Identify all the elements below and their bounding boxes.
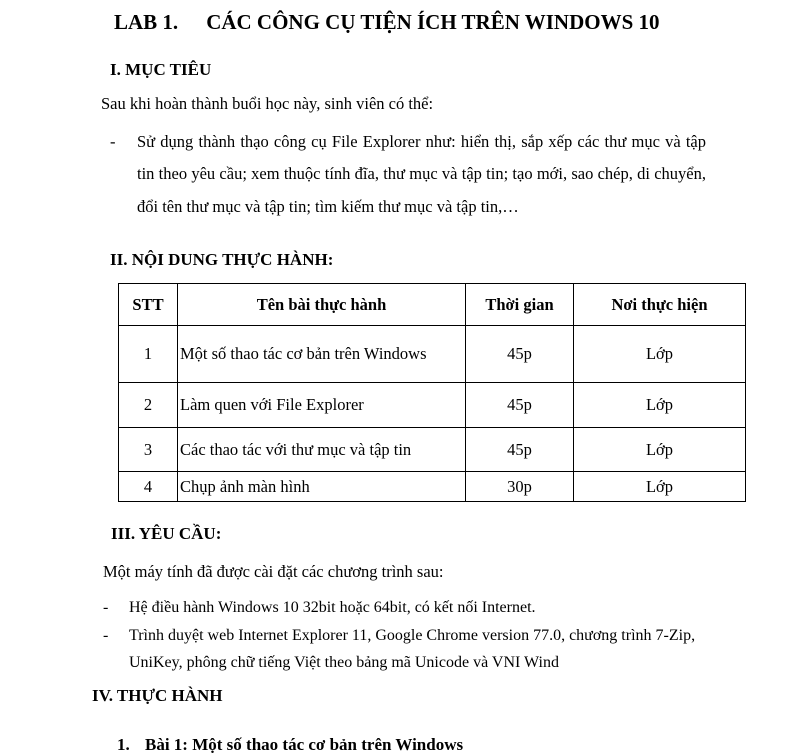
section-heading-thuc-hanh: IV. THỰC HÀNH [92, 686, 223, 705]
thuc-hanh-item-number: 1. [117, 735, 130, 754]
cell-thoi-gian: 45p [466, 326, 574, 383]
yeu-cau-bullet [103, 594, 711, 622]
practice-content-table [118, 283, 746, 502]
cell-stt: 2 [119, 383, 178, 428]
section-heading-noi-dung: II. NỘI DUNG THỰC HÀNH: [110, 250, 334, 269]
yeu-cau-intro: Một máy tính đã được cài đặt các chương trình sau: [103, 562, 444, 581]
muc-tieu-intro: Sau khi hoàn thành buổi học này, sinh viên có thể: [101, 94, 434, 113]
muc-tieu-bullet [110, 126, 706, 223]
table-row [119, 472, 746, 502]
yeu-cau-bullet-text: Hệ điều hành Windows 10 32bit hoặc 64bit, có kết nối Internet. [129, 599, 536, 616]
bullet-dash-marker: - [103, 626, 109, 644]
table-header-row [119, 284, 746, 326]
muc-tieu-bullet-text: Sử dụng thành thạo công cụ File Explorer như: hiển thị, sắp xếp các thư mục và tập tin theo yêu cầu; xem thuộc tính đĩa, thư mục và tập tin; tạo mới, sao chép, di chuyển, đổi tên thư mục và tập tin; tìm kiếm thư mục và tập tin,… [137, 132, 706, 216]
cell-stt: 4 [119, 472, 178, 502]
cell-stt: 3 [119, 428, 178, 472]
yeu-cau-bullet-text: Trình duyệt web Internet Explorer 11, Google Chrome version 77.0, chương trình 7-Zip, UniKey, phông chữ tiếng Việt theo bảng mã Unicode và VNI Wind [129, 626, 696, 671]
table-header-noi-thuc-hien: Nơi thực hiện [574, 284, 746, 326]
cell-thoi-gian: 30p [466, 472, 574, 502]
thuc-hanh-item-label: Bài 1: Một số thao tác cơ bản trên Windows [145, 735, 464, 754]
title-tab-gap [178, 10, 206, 35]
cell-noi-thuc-hien: Lớp [574, 428, 746, 472]
table-header-thoi-gian: Thời gian [466, 284, 574, 326]
cell-thoi-gian: 45p [466, 383, 574, 428]
table-header-stt: STT [119, 284, 178, 326]
table-row [119, 326, 746, 383]
thuc-hanh-item-1 [117, 735, 463, 755]
table-row [119, 383, 746, 428]
cell-ten-bai: Một số thao tác cơ bản trên Windows [178, 326, 466, 383]
section-heading-muc-tieu: I. MỤC TIÊU [110, 60, 212, 79]
document-title-text: CÁC CÔNG CỤ TIỆN ÍCH TRÊN WINDOWS 10 [206, 10, 660, 34]
cell-ten-bai: Làm quen với File Explorer [178, 383, 466, 428]
document-title [114, 10, 660, 35]
cell-thoi-gian: 45p [466, 428, 574, 472]
document-title-label: LAB 1. [114, 10, 179, 34]
table-header-ten-bai: Tên bài thực hành [178, 284, 466, 326]
yeu-cau-bullet-list [103, 594, 711, 677]
section-heading-yeu-cau: III. YÊU CẦU: [111, 524, 222, 543]
cell-noi-thuc-hien: Lớp [574, 472, 746, 502]
cell-noi-thuc-hien: Lớp [574, 383, 746, 428]
table-row [119, 428, 746, 472]
cell-stt: 1 [119, 326, 178, 383]
cell-ten-bai: Chụp ảnh màn hình [178, 472, 466, 502]
bullet-dash-marker: - [103, 599, 109, 616]
cell-noi-thuc-hien: Lớp [574, 326, 746, 383]
cell-ten-bai: Các thao tác với thư mục và tập tin [178, 428, 466, 472]
yeu-cau-bullet [103, 622, 711, 677]
bullet-dash-marker: - [110, 132, 116, 151]
